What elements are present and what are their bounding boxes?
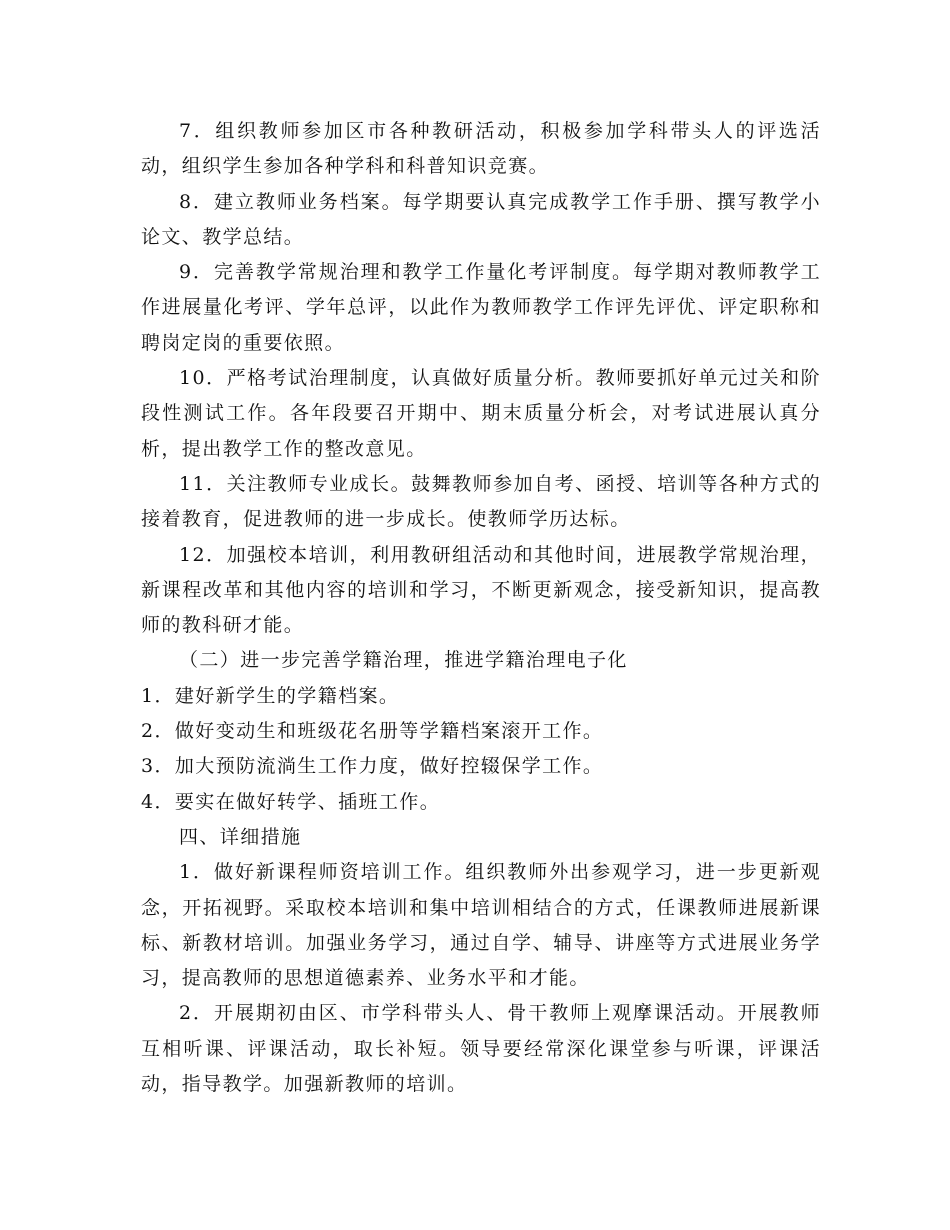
paragraph-measure-1: 1．做好新课程师资培训工作。组织教师外出参观学习，进一步更新观念，开拓视野。采取校本培训和集中培训相结合的方式，任课教师进展新课标、新教材培训。加强业务学习，通过自学、辅导、讲座等方式进展业务学习，提高教师的思想道德素养、业务水平和才能。 bbox=[141, 861, 821, 990]
section-heading-measures: 四、详细措施 bbox=[179, 825, 302, 848]
list-item-records-4: 4．要实在做好转学、插班工作。 bbox=[141, 790, 441, 813]
list-item-records-1: 1．建好新学生的学籍档案。 bbox=[141, 684, 400, 707]
list-item-records-3: 3．加大预防流淌生工作力度，做好控辍保学工作。 bbox=[141, 755, 604, 778]
paragraph-item-11: 11．关注教师专业成长。鼓舞教师参加自考、函授、培训等各种方式的接着教育，促进教师的进一步成长。使教师学历达标。 bbox=[141, 472, 821, 531]
paragraph-measure-2: 2．开展期初由区、市学科带头人、骨干教师上观摩课活动。开展教师互相听课、评课活动，取长补短。领导要经常深化课堂参与听课，评课活动，指导教学。加强新教师的培训。 bbox=[141, 1002, 821, 1096]
paragraph-item-7: 7．组织教师参加区市各种教研活动，积极参加学科带头人的评选活动，组织学生参加各种学科和科普知识竞赛。 bbox=[141, 120, 821, 178]
list-item-records-2: 2．做好变动生和班级花名册等学籍档案滚开工作。 bbox=[141, 720, 604, 743]
paragraph-item-10: 10．严格考试治理制度，认真做好质量分析。教师要抓好单元过关和阶段性测试工作。各年段要召开期中、期末质量分析会，对考试进展认真分析，提出教学工作的整改意见。 bbox=[141, 367, 821, 460]
section-heading-student-records: （二）进一步完善学籍治理，推进学籍治理电子化 bbox=[179, 649, 628, 672]
paragraph-item-9: 9．完善教学常规治理和教学工作量化考评制度。每学期对教师教学工作进展量化考评、学年总评，以此作为教师教学工作评先评优、评定职称和聘岗定岗的重要依照。 bbox=[141, 261, 821, 354]
document-body bbox=[141, 114, 821, 1102]
paragraph-item-8: 8．建立教师业务档案。每学期要认真完成教学工作手册、撰写教学小论文、教学总结。 bbox=[141, 190, 821, 248]
paragraph-item-12: 12．加强校本培训，利用教研组活动和其他时间，进展教学常规治理，新课程改革和其他内容的培训和学习，不断更新观念，接受新知识，提高教师的教科研才能。 bbox=[141, 543, 821, 637]
